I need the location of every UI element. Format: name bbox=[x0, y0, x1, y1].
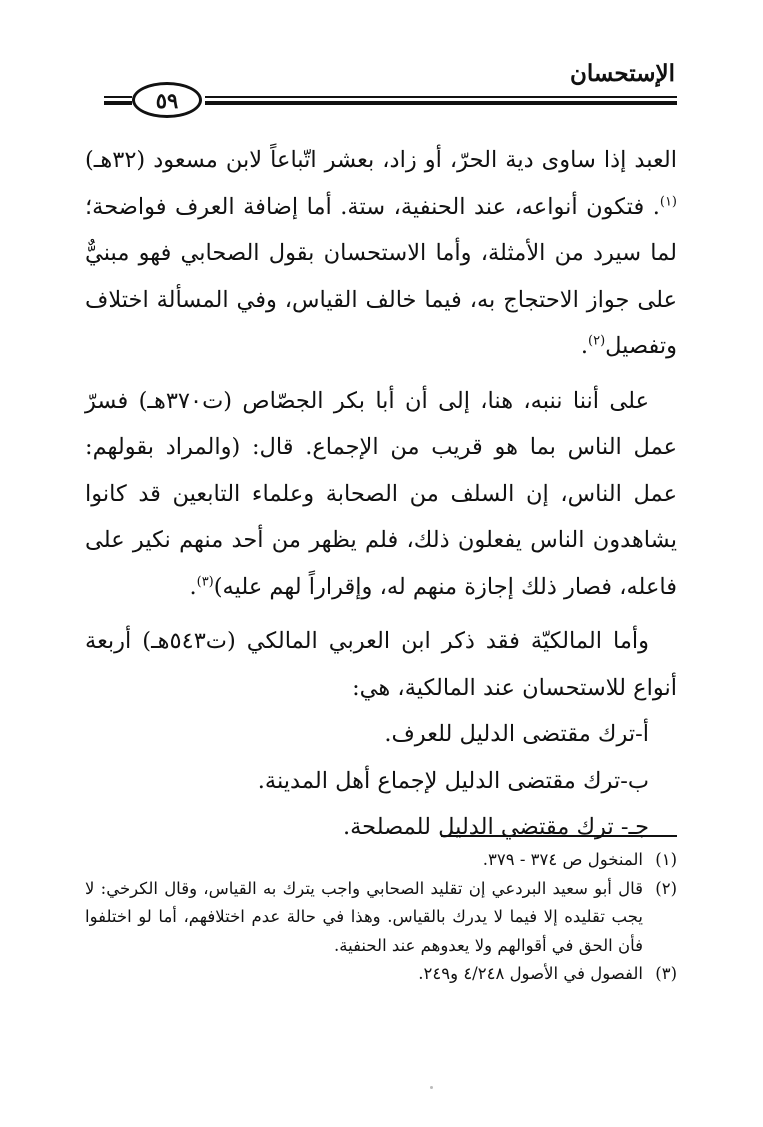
scan-speck bbox=[430, 1086, 433, 1089]
footnote-rule bbox=[441, 835, 677, 837]
page-number-text: ٥٩ bbox=[155, 87, 179, 113]
header-rule bbox=[205, 96, 677, 98]
footnote-ref: (٢) bbox=[588, 333, 606, 349]
footnote-ref: (١) bbox=[659, 194, 677, 209]
footnote-text: قال أبو سعيد البردعي إن تقليد الصحابي واجب يترك به القياس، وقال الكرخي: لا يجب تقليده إلا فيما لا يدرك بالقياس. وهذا في حالة عدم اختلافهم، أما لو اختلفوا فأن الحق في أقوالهم ولا يعدوهم عند الحنفية. bbox=[85, 878, 643, 955]
footnote bbox=[85, 960, 677, 989]
main-text bbox=[85, 137, 677, 851]
paragraph: على أننا ننبه، هنا، إلى أن أبا بكر الجصّاص (ت٣٧٠هـ) فسرّ عمل الناس بما هو قريب من الإجماع. قال: (والمراد بقولهم: عمل الناس، إن السلف من الصحابة وعلماء التابعين قد كانوا يشاهدون الناس يفعلون ذلك، فلم يظهر من أحد منهم نكير على فاعله، فصار ذلك إجازة منهم له، وإقراراً لهم عليه)$^{(٣)}$. bbox=[85, 387, 677, 600]
paragraph: العبد إذا ساوى دية الحرّ، أو زاد، بعشر اتّباعاً لابن مسعود (٣٢هـ)$^{(١)}$. فتكون أنواعه، عند الحنفية، ستة. أما إضافة العرف فواضحة؛ لما سيرد من الأمثلة، وأما الاستحسان بقول الصحابي فهو مبنيٌّ على جواز الاحتجاج به، فيما خالف القياس، وفي المسألة اختلاف وتفصيل$^{(٢)}$. bbox=[85, 147, 677, 359]
list-item: ب-ترك مقتضى الدليل لإجماع أهل المدينة. bbox=[257, 767, 649, 794]
footnote bbox=[85, 846, 677, 875]
running-title: الإستحسان bbox=[570, 60, 675, 87]
footnote-text: المنخول ص ٣٧٤ - ٣٧٩. bbox=[482, 850, 643, 869]
footnote-number: (٣) bbox=[655, 964, 677, 983]
header-rule-thick bbox=[205, 101, 677, 105]
page-number bbox=[132, 82, 202, 118]
footnote-number: (٢) bbox=[655, 878, 677, 898]
header-rule-left bbox=[104, 96, 132, 98]
footnote-text: الفصول في الأصول ٤/٢٤٨ و٢٤٩. bbox=[418, 964, 643, 983]
footnote bbox=[85, 875, 677, 961]
footnotes bbox=[85, 846, 677, 989]
header-rule-left-thick bbox=[104, 101, 132, 105]
footnote-ref: (٣) bbox=[196, 574, 214, 589]
list-item: جـ- ترك مقتضي الدليل للمصلحة. bbox=[342, 814, 649, 840]
paragraph: وأما المالكيّة فقد ذكر ابن العربي المالكي (ت٥٤٣هـ) أربعة أنواع للاستحسان عند المالكية، هي: bbox=[85, 628, 677, 701]
list-item: أ-ترك مقتضى الدليل للعرف. bbox=[384, 721, 649, 747]
footnote-number: (١) bbox=[655, 850, 677, 869]
